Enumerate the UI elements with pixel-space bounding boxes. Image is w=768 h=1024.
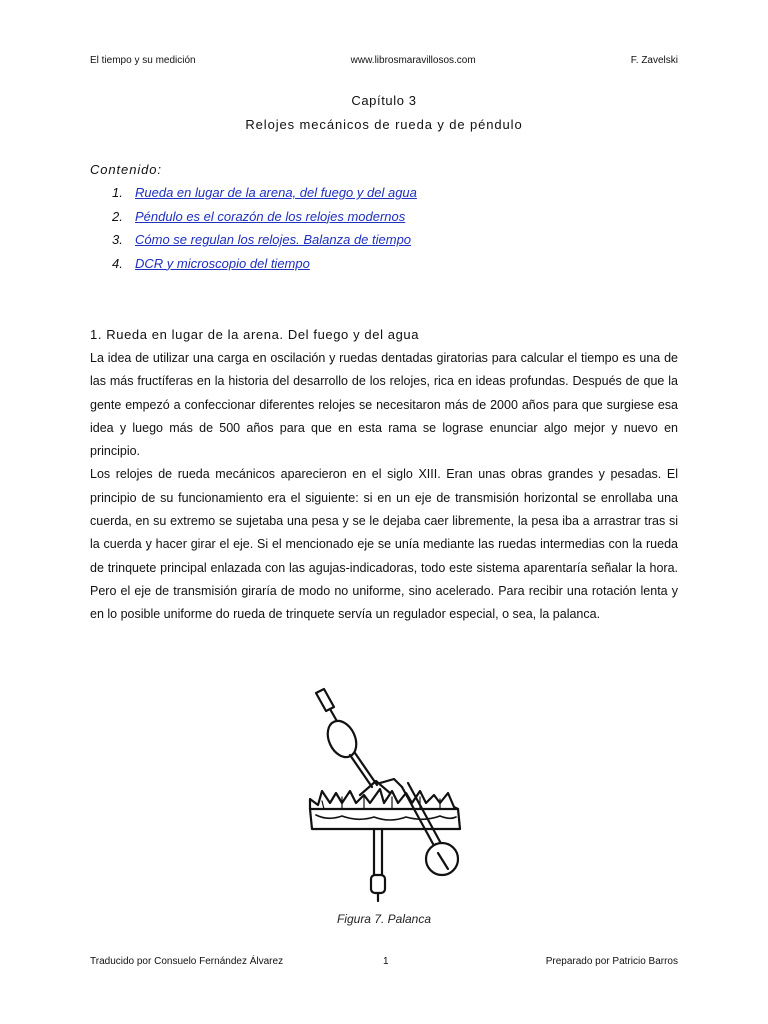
toc-item [112, 256, 417, 280]
chapter-title: Relojes mecánicos de rueda y de péndulo [245, 117, 523, 132]
toc-link-pendulo[interactable]: Péndulo es el corazón de los relojes modernos [135, 208, 406, 224]
running-header [90, 55, 678, 66]
header-book-title: El tiempo y su medición [90, 55, 196, 66]
chapter-number: Capítulo 3 [351, 93, 417, 108]
table-of-contents [112, 185, 417, 279]
lever-escapement-figure [298, 683, 470, 908]
toc-link-dcr[interactable]: DCR y microscopio del tiempo [135, 255, 310, 271]
header-author: F. Zavelski [630, 55, 678, 66]
toc-item-number: 2. [112, 208, 123, 224]
running-footer [90, 956, 678, 967]
page-number: 1 [383, 956, 389, 967]
section-heading: 1. Rueda en lugar de la arena. Del fuego y del agua [90, 327, 420, 342]
toc-item-number: 4. [112, 255, 123, 271]
toc-link-regulan[interactable]: Cómo se regulan los relojes. Balanza de tiempo [135, 232, 412, 247]
toc-item [112, 232, 417, 256]
toc-item [112, 185, 417, 209]
toc-item-number: 1. [112, 185, 123, 200]
header-website: www.librosmaravillosos.com [350, 55, 476, 66]
figure-caption: Figura 7. Palanca [336, 912, 432, 926]
body-paragraph: La idea de utilizar una carga en oscilación y ruedas dentadas giratorias para calcular el tiempo es una de las más fructíferas en la historia del desarrollo de los relojes, rica en ideas profundas. Después de que la gente empezó a confeccionar diferentes relojes se necesitaron más de 2000 años para que surgiese esa idea y luego más de 500 años para que en esta rama se lograse enunciar algo mejor y nuevo en principio. [90, 351, 678, 459]
toc-link-rueda[interactable]: Rueda en lugar de la arena, del fuego y del agua [135, 185, 417, 200]
body-text [90, 347, 678, 627]
footer-translator: Traducido por Consuelo Fernández Álvarez [90, 956, 284, 967]
footer-preparer: Preparado por Patricio Barros [545, 956, 678, 967]
toc-item-number: 3. [112, 232, 123, 247]
toc-item [112, 209, 417, 233]
contents-heading: Contenido: [90, 162, 162, 177]
body-paragraph: Los relojes de rueda mecánicos aparecieron en el siglo XIII. Eran unas obras grandes y pesadas. El principio de su funcionamiento era el siguiente: si en un eje de transmisión horizontal se enrollaba una cuerda, en su extremo se sujetaba una pesa y se le dejaba caer libremente, la pesa iba a arrastrar tras si la cuerda y hacer girar el eje. Si el mencionado eje se unía mediante las ruedas intermedias con la rueda de trinquete principal enlazada con las agujas-indicadoras, todo este sistema aparentaría señalar la hora. Pero el eje de transmisión giraría de modo no uniforme, sino acelerado. Para recibir una rotación lenta y en lo posible uniforme do rueda de trinquete servía un regulador especial, o sea, la palanca. [90, 467, 678, 622]
